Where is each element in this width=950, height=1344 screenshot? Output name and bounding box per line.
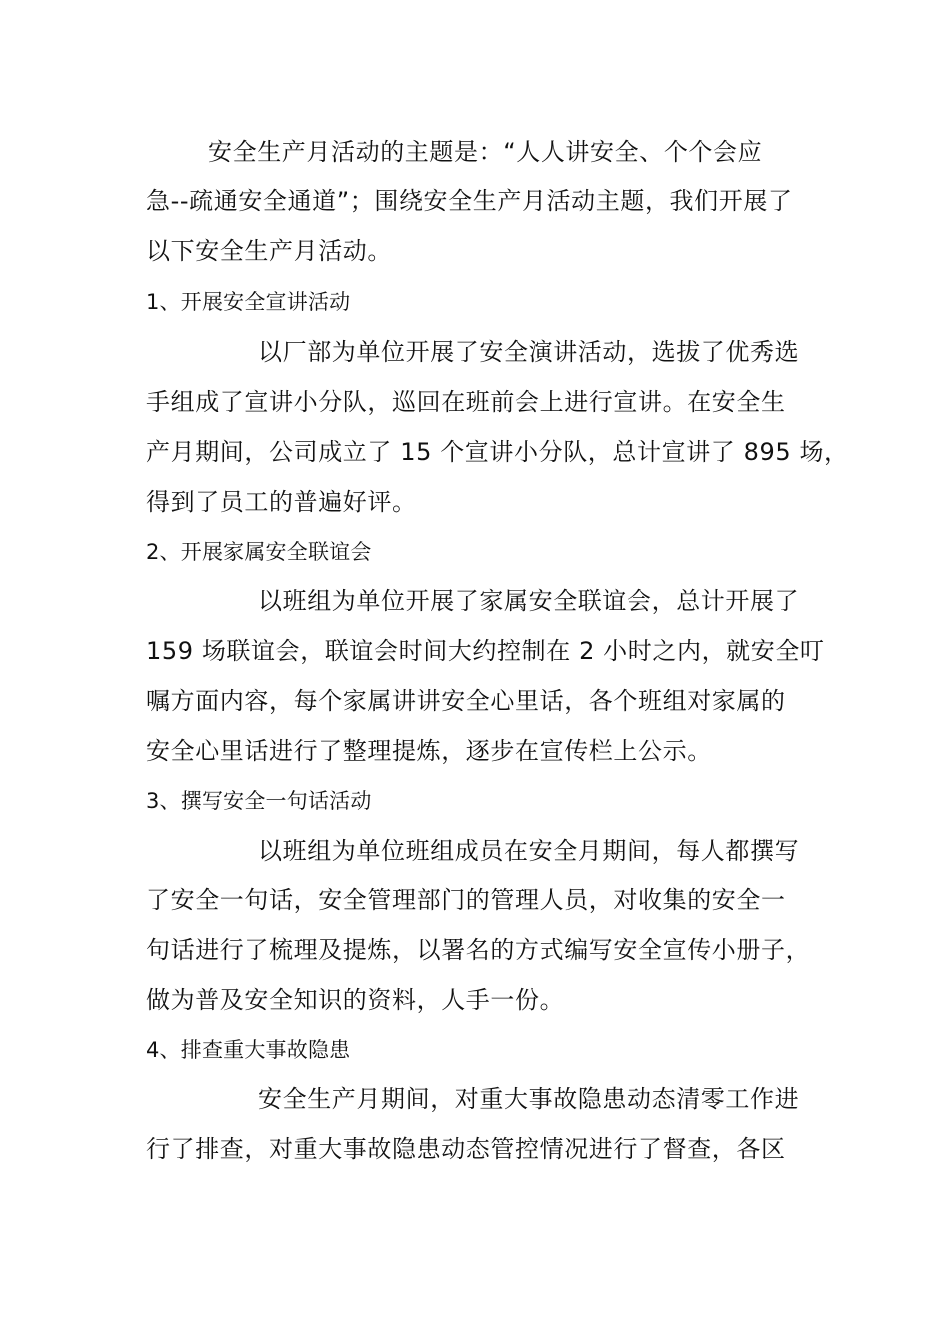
section-3-line-2: 了安全一句话，安全管理部门的管理人员，对收集的安全一 — [146, 886, 786, 914]
section-2-line-4: 安全心里话进行了整理提炼，逐步在宣传栏上公示。 — [146, 737, 712, 765]
section-2-line-2: 159 场联谊会，联谊会时间大约控制在 2 小时之内，就安全叮 — [146, 637, 825, 665]
section-2-heading: 2、开展家属安全联谊会 — [146, 540, 372, 564]
section-1-line-4: 得到了员工的普遍好评。 — [146, 488, 417, 516]
intro-line-2: 急--疏通安全通道”；围绕安全生产月活动主题，我们开展了 — [146, 187, 793, 215]
section-1-heading: 1、开展安全宣讲活动 — [146, 290, 351, 314]
section-4-line-1: 安全生产月期间，对重大事故隐患动态清零工作进 — [258, 1085, 800, 1113]
section-3-heading: 3、撰写安全一句话活动 — [146, 789, 372, 813]
section-2-line-1: 以班组为单位开展了家属安全联谊会，总计开展了 — [258, 587, 800, 615]
section-3-line-4: 做为普及安全知识的资料，人手一份。 — [146, 986, 565, 1014]
section-1-line-3: 产月期间，公司成立了 15 个宣讲小分队，总计宣讲了 895 场， — [146, 438, 849, 466]
section-3-line-1: 以班组为单位班组成员在安全月期间，每人都撰写 — [258, 837, 800, 865]
section-1-line-2: 手组成了宣讲小分队，巡回在班前会上进行宣讲。在安全生 — [146, 388, 786, 416]
intro-line-3: 以下安全生产月活动。 — [146, 237, 392, 265]
section-3-line-3: 句话进行了梳理及提炼，以署名的方式编写安全宣传小册子， — [146, 936, 811, 964]
section-4-line-2: 行了排查，对重大事故隐患动态管控情况进行了督查，各区 — [146, 1135, 786, 1163]
intro-line-1: 安全生产月活动的主题是：“人人讲安全、个个会应 — [208, 138, 763, 166]
section-4-heading: 4、排查重大事故隐患 — [146, 1038, 351, 1062]
section-2-line-3: 嘱方面内容，每个家属讲讲安全心里话，各个班组对家属的 — [146, 687, 786, 715]
section-1-line-1: 以厂部为单位开展了安全演讲活动，选拔了优秀选 — [258, 338, 800, 366]
